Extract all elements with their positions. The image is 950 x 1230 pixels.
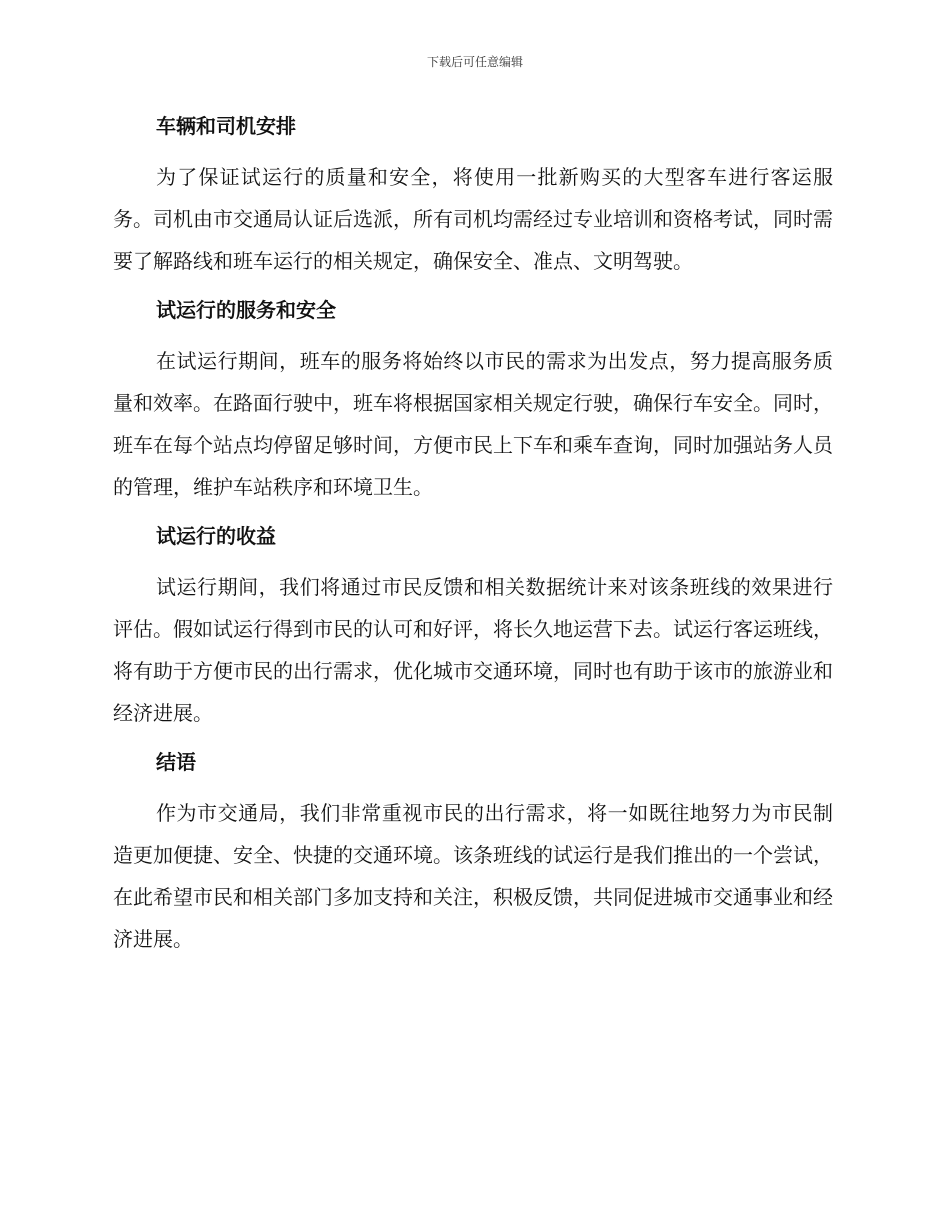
- section-paragraph: 在试运行期间，班车的服务将始终以市民的需求为出发点，努力提高服务质量和效率。在路面行驶中，班车将根据国家相关规定行驶，确保行车安全。同时，班车在每个站点均停留足够时间，方便市民上下车和乘车查询，同时加强站务人员的管理，维护车站秩序和环境卫生。: [113, 349, 833, 499]
- section-heading: 试运行的收益: [156, 524, 276, 548]
- section-heading: 结语: [156, 750, 196, 774]
- section-heading: 试运行的服务和安全: [156, 298, 336, 322]
- section-paragraph: 作为市交通局，我们非常重视市民的出行需求，将一如既往地努力为市民制造更加便捷、安全、快捷的交通环境。该条班线的试运行是我们推出的一个尝试，在此希望市民和相关部门多加支持和关注，积极反馈，共同促进城市交通事业和经济进展。: [113, 801, 833, 951]
- section-conclusion: [113, 744, 833, 960]
- section-vehicles-drivers: [113, 108, 833, 282]
- section-paragraph: 为了保证试运行的质量和安全，将使用一批新购买的大型客车进行客运服务。司机由市交通局认证后选派，所有司机均需经过专业培训和资格考试，同时需要了解路线和班车运行的相关规定，确保安全、准点、文明驾驶。: [113, 165, 833, 273]
- section-heading: 车辆和司机安排: [156, 114, 296, 138]
- section-paragraph: 试运行期间，我们将通过市民反馈和相关数据统计来对该条班线的效果进行评估。假如试运行得到市民的认可和好评，将长久地运营下去。试运行客运班线，将有助于方便市民的出行需求，优化城市交通环境，同时也有助于该市的旅游业和经济进展。: [113, 575, 833, 725]
- document-content: [113, 108, 833, 970]
- section-service-safety: [113, 292, 833, 508]
- page-header: 下载后可任意编辑: [426, 55, 523, 69]
- section-benefits: [113, 518, 833, 734]
